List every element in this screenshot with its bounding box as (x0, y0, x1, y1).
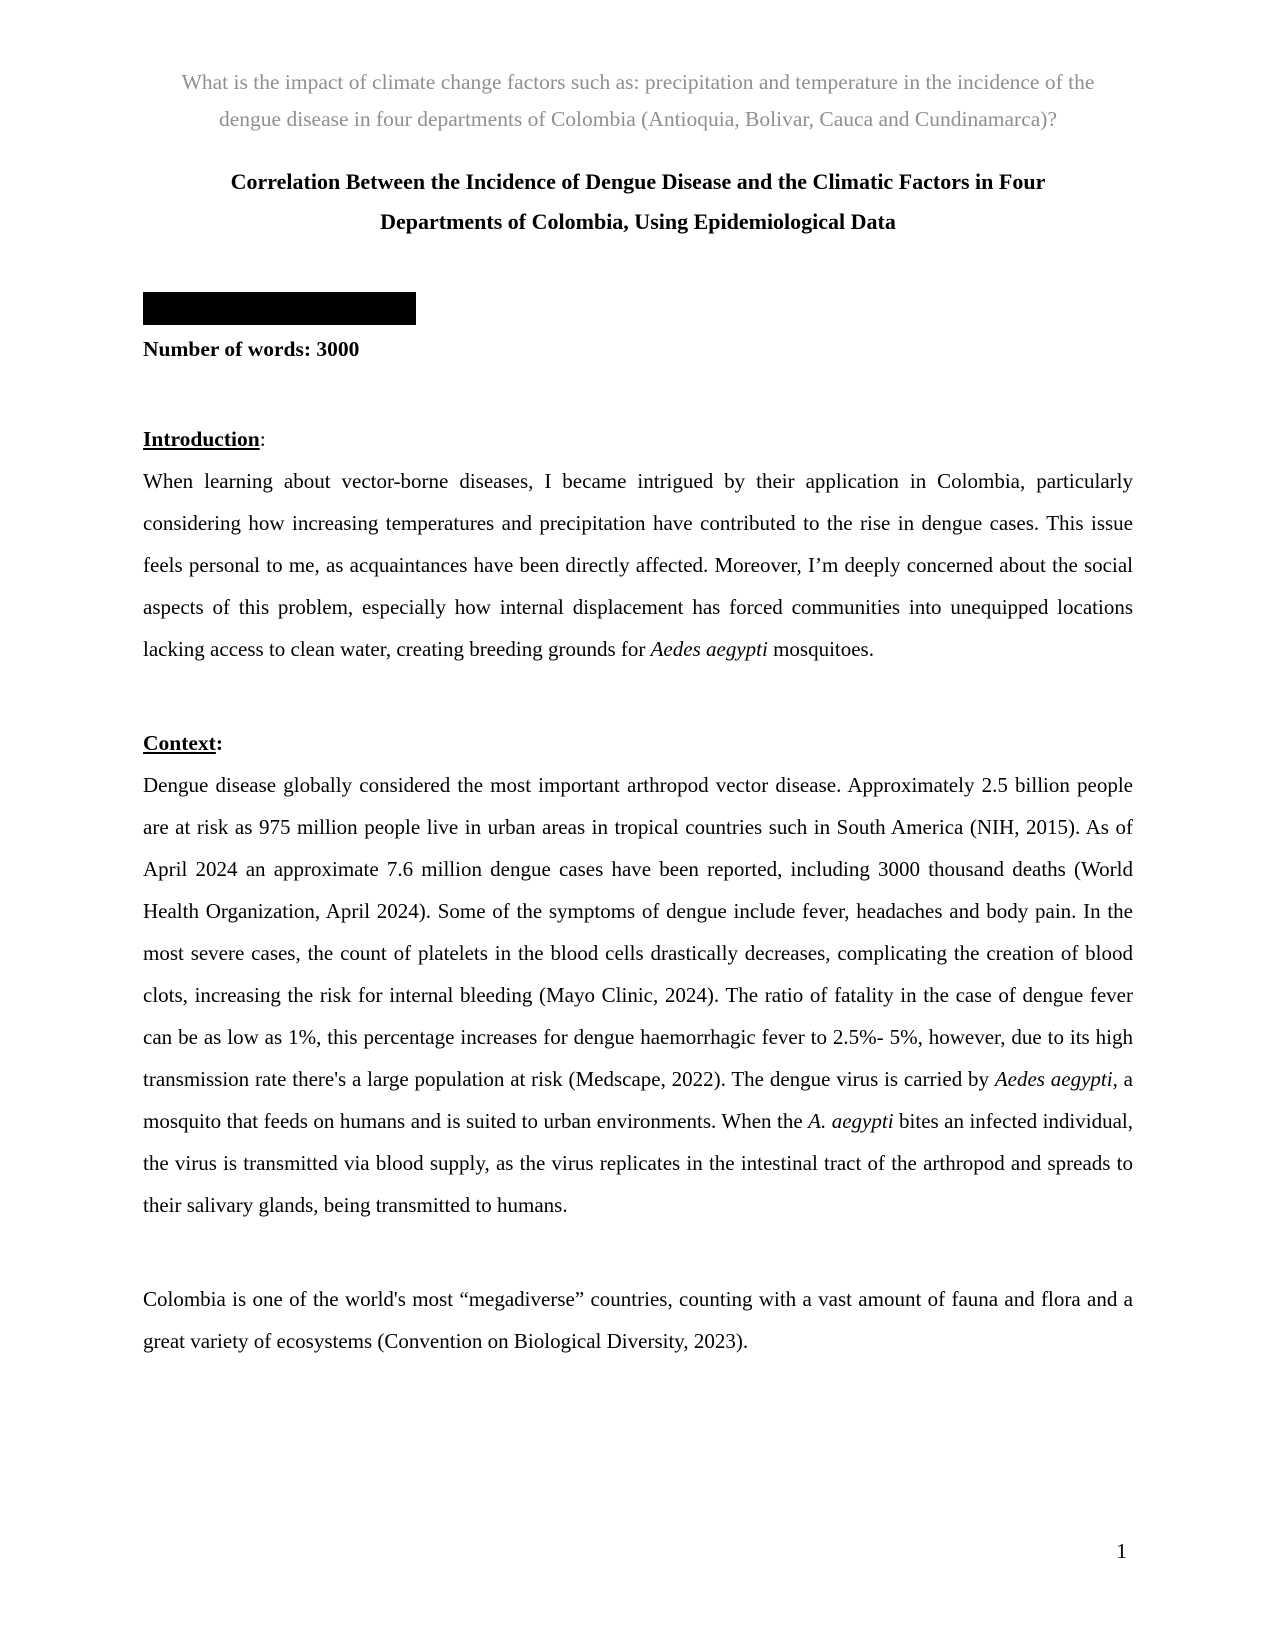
paragraph: When learning about vector-borne diseases, I became intrigued by their application in Colombia, particularly considering how increasing temperatures and precipitation have contributed to the rise in dengue cases. This issue feels personal to me, as acquaintances have been directly affected. Moreover, I’m deeply concerned about the social aspects of this problem, especially how internal displacement has forced communities into unequipped locations lacking access to clean water, creating breeding grounds for Aedes aegypti mosquitoes. (143, 469, 1133, 661)
research-question-line-2: dengue disease in four departments of Colombia (Antioquia, Bolivar, Cauca and Cundinamarca)? (219, 107, 1057, 131)
word-count-label: Number of words: 3000 (143, 337, 360, 361)
document-body (143, 418, 1133, 1362)
document-title-line-1: Correlation Between the Incidence of Dengue Disease and the Climatic Factors in Four (230, 169, 1046, 194)
research-question-header (143, 64, 1133, 138)
italic-species-name: A. aegypti (808, 1109, 894, 1133)
page-number: 1 (1116, 1539, 1127, 1563)
document-title (143, 162, 1133, 242)
section-heading: Context: (143, 731, 224, 755)
italic-species-name: Aedes aegypti (994, 1067, 1113, 1091)
section-context (143, 722, 1133, 1362)
research-question-line-1: What is the impact of climate change factors such as: precipitation and temperature in the incidence of the (181, 70, 1095, 94)
redacted-author-name-bar (143, 292, 416, 325)
italic-species-name: Aedes aegypti (650, 637, 768, 661)
document-title-line-2: Departments of Colombia, Using Epidemiological Data (380, 209, 896, 234)
paragraph: Colombia is one of the world's most “megadiverse” countries, counting with a vast amount of fauna and flora and a great variety of ecosystems (Convention on Biological Diversity, 2023). (143, 1287, 1133, 1353)
section-introduction (143, 418, 1133, 670)
section-heading: Introduction: (143, 427, 266, 451)
paragraph: Dengue disease globally considered the most important arthropod vector disease. Approximately 2.5 billion people are at risk as 975 million people live in urban areas in tropical countries such in South America (NIH, 2015). As of April 2024 an approximate 7.6 million dengue cases have been reported, including 3000 thousand deaths (World Health Organization, April 2024). Some of the symptoms of dengue include fever, headaches and body pain. In the most severe cases, the count of platelets in the blood cells drastically decreases, complicating the creation of blood clots, increasing the risk for internal bleeding (Mayo Clinic, 2024). The ratio of fatality in the case of dengue fever can be as low as 1%, this percentage increases for dengue haemorrhagic fever to 2.5%- 5%, however, due to its high transmission rate there's a large population at risk (Medscape, 2022). The dengue virus is carried by Aedes aegypti, a mosquito that feeds on humans and is suited to urban environments. When the A. aegypti bites an infected individual, the virus is transmitted via blood supply, as the virus replicates in the intestinal tract of the arthropod and spreads to their salivary glands, being transmitted to humans. (143, 773, 1133, 1217)
